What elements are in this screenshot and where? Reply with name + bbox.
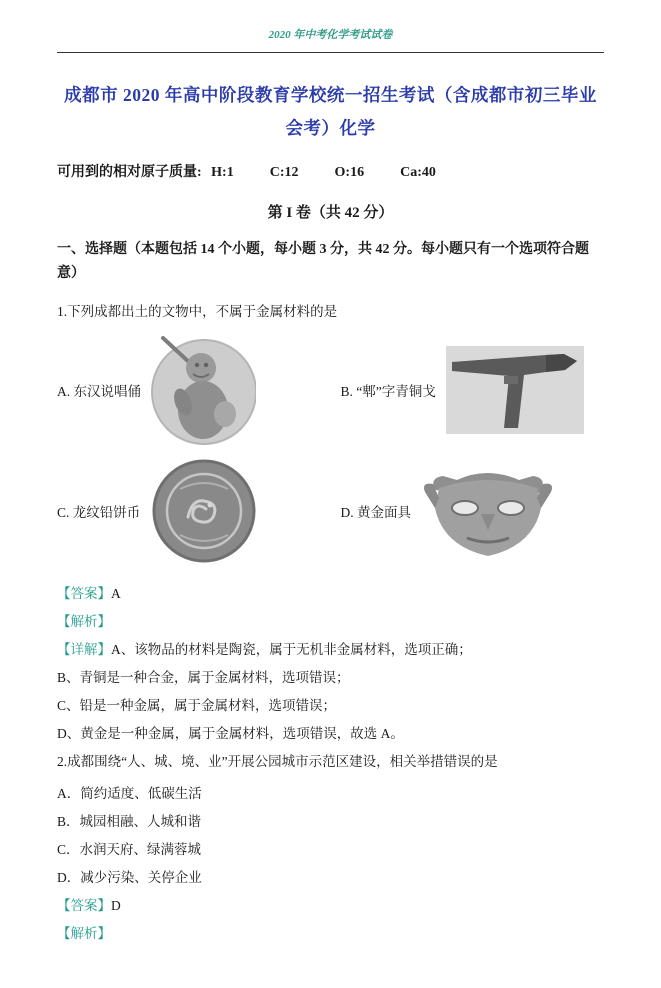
question1-options: [57, 332, 604, 566]
atomic-mass-c: C:12: [269, 165, 299, 180]
section-title: 第 I 卷（共 42 分）: [267, 205, 394, 221]
question2-option-b: B．城园相融、人城和谐: [57, 814, 202, 829]
atomic-mass-line: [57, 161, 604, 181]
question2-option-a: A．简约适度、低碳生活: [57, 786, 202, 801]
option-c-label: C. 龙纹铅饼币: [57, 505, 141, 520]
question1-option-b: [341, 332, 605, 448]
question2-option-d: D．减少污染、关停企业: [57, 870, 202, 885]
question2-answer-value: D: [111, 898, 121, 913]
atomic-mass-ca: Ca:40: [400, 165, 436, 180]
question1-detail-line-c: C、铅是一种金属，属于金属材料，选项错误；: [57, 698, 337, 713]
question1-detail-text-a: A、该物品的材料是陶瓷，属于无机非金属材料，选项正确；: [111, 642, 472, 657]
bronze-dagger-axe-photo: [446, 346, 584, 434]
option-d-label: D. 黄金面具: [340, 505, 411, 520]
header-exam-name: 2020 年中考化学考试试卷: [268, 29, 393, 41]
question2-analysis-label: 【解析】: [57, 926, 111, 941]
dragon-lead-coin-photo: [150, 459, 258, 563]
question1-option-c: [57, 456, 321, 566]
question1-answer-value: A: [111, 586, 121, 601]
detail-bracket-label: 【详解】: [57, 642, 111, 657]
question1-option-a: [57, 332, 321, 448]
option-b-label: B. “郫”字青铜戈: [340, 384, 436, 399]
atomic-mass-h: H:1: [211, 165, 234, 180]
question2-option-c: C．水润天府、绿满蓉城: [57, 842, 202, 857]
document-header: [57, 26, 604, 53]
answer-bracket-label: 【答案】: [57, 898, 111, 913]
atomic-mass-o: O:16: [334, 165, 365, 180]
question2-stem: 2.成都围绕“人、城、境、业”开展公园城市示范区建设，相关举措错误的是: [57, 754, 498, 769]
page-title: 成都市 2020 年高中阶段教育学校统一招生考试（含成都市初三毕业会考）化学: [64, 85, 597, 138]
figurine-photo: [151, 332, 256, 448]
answer-bracket-label: 【答案】: [57, 586, 111, 601]
option-a-label: A. 东汉说唱俑: [57, 384, 141, 399]
section-instruction: 一、选择题（本题包括 14 个小题，每小题 3 分，共 42 分。每小题只有一个选项符合题意）: [57, 242, 589, 281]
question1-option-d: [341, 456, 605, 566]
atomic-mass-label: 可用到的相对原子质量:: [57, 165, 206, 180]
question1-answer-line: [57, 580, 604, 608]
question1-detail-line-b: B、青铜是一种合金，属于金属材料，选项错误；: [57, 670, 350, 685]
gold-mask-photo: [421, 464, 555, 559]
question1-analysis-label: 【解析】: [57, 614, 111, 629]
question2-answer-line: [57, 892, 604, 920]
question1-detail-line-a: [57, 636, 604, 664]
question1-detail-line-d: D、黄金是一种金属，属于金属材料，选项错误，故选 A。: [57, 726, 404, 741]
question1-stem: 1.下列成都出土的文物中，不属于金属材料的是: [57, 304, 338, 319]
